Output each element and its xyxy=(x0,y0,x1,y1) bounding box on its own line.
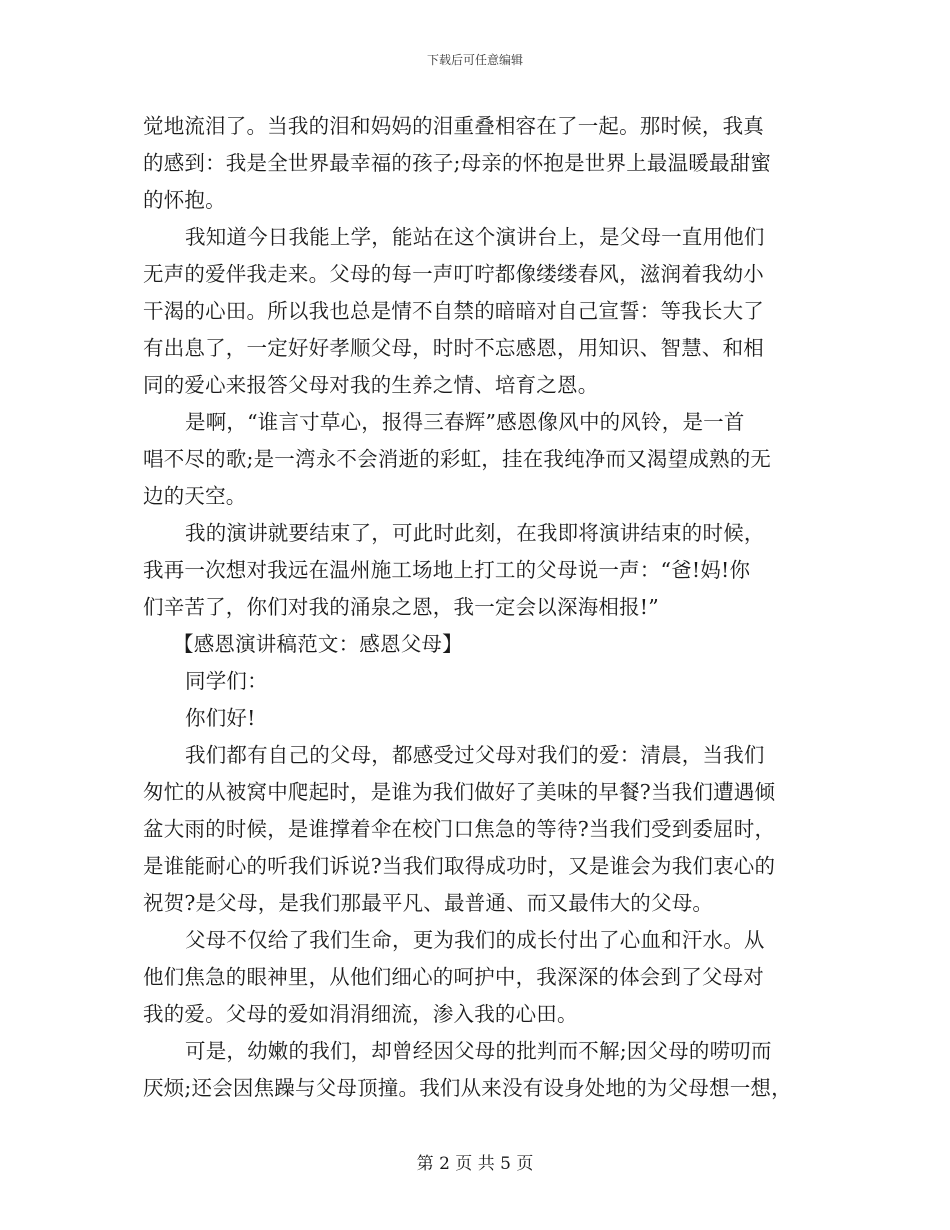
paragraph-first-line: 可是，幼嫩的我们，却曾经因父母的批判而不解;因父母的唠叨而 xyxy=(185,1039,772,1063)
body-line: 我的爱。父母的爱如涓涓细流，渗入我的心田。 xyxy=(143,1002,578,1026)
paragraph-first-line: 是啊，“谁言寸草心，报得三春辉”感恩像风中的风铃，是一首 xyxy=(185,410,745,434)
body-line: 觉地流泪了。当我的泪和妈妈的泪重叠相容在了一起。那时候，我真 xyxy=(143,114,764,138)
body-line: 是谁能耐心的听我们诉说?当我们取得成功时，又是谁会为我们衷心的 xyxy=(143,854,776,878)
body-line: 祝贺?是父母，是我们那最平凡、最普通、而又最伟大的父母。 xyxy=(143,891,714,915)
paragraph-first-line: 我知道今日我能上学，能站在这个演讲台上，是父母一直用他们 xyxy=(185,225,765,249)
body-line: 们辛苦了，你们对我的涌泉之恩，我一定会以深海相报!” xyxy=(143,595,659,619)
body-line: 盆大雨的时候，是谁撑着伞在校门口焦急的等待?当我们受到委屈时， xyxy=(143,817,776,841)
body-line: 厌烦;还会因焦躁与父母顶撞。我们从来没有设身处地的为父母想一想， xyxy=(143,1076,792,1100)
body-line: 唱不尽的歌;是一湾永不会消逝的彩虹，挂在我纯净而又渴望成熟的无 xyxy=(143,447,772,471)
paragraph-first-line: 我的演讲就要结束了，可此时此刻，在我即将演讲结束的时候， xyxy=(185,521,765,545)
paragraph-first-line: 父母不仅给了我们生命，更为我们的成长付出了心血和汗水。从 xyxy=(185,928,765,952)
body-line: 的感到：我是全世界最幸福的孩子;母亲的怀抱是世界上最温暖最甜蜜 xyxy=(143,151,772,175)
body-line: 边的天空。 xyxy=(143,484,247,508)
body-line: 的怀抱。 xyxy=(143,188,226,212)
page-header: 下载后可任意编辑 xyxy=(426,53,523,67)
greeting: 你们好! xyxy=(185,706,256,730)
salutation: 同学们： xyxy=(185,669,268,693)
body-line: 我再一次想对我远在温州施工场地上打工的父母说一声：“爸!妈!你 xyxy=(143,558,751,582)
section-heading: 【感恩演讲稿范文：感恩父母】 xyxy=(173,632,463,656)
document-body xyxy=(143,108,815,1107)
body-line: 干渴的心田。所以我也总是情不自禁的暗暗对自己宣誓：等我长大了 xyxy=(143,299,764,323)
body-line: 同的爱心来报答父母对我的生养之情、培育之恩。 xyxy=(143,373,599,397)
body-line: 匆忙的从被窝中爬起时，是谁为我们做好了美味的早餐?当我们遭遇倾 xyxy=(143,780,776,804)
paragraph-first-line: 我们都有自己的父母，都感受过父母对我们的爱：清晨，当我们 xyxy=(185,743,765,767)
body-line: 有出息了，一定好好孝顺父母，时时不忘感恩，用知识、智慧、和相 xyxy=(143,336,764,360)
page-number-footer: 第 2 页 共 5 页 xyxy=(416,1154,534,1174)
body-line: 无声的爱伴我走来。父母的每一声叮咛都像缕缕春风，滋润着我幼小 xyxy=(143,262,764,286)
body-line: 他们焦急的眼神里，从他们细心的呵护中，我深深的体会到了父母对 xyxy=(143,965,764,989)
